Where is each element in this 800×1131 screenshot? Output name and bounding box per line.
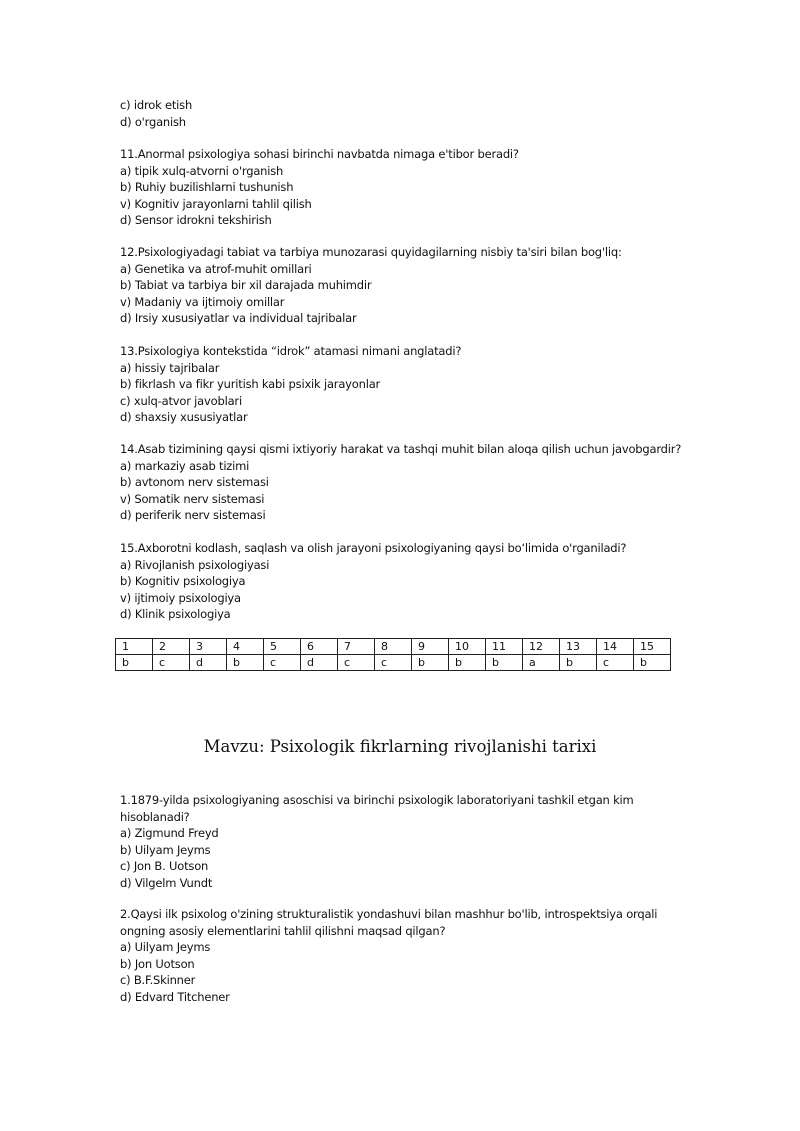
option-d: d) shaxsiy xususiyatlar — [120, 410, 248, 424]
section-title: Mavzu: Psixologik fikrlarning rivojlanishi tarixi — [203, 737, 597, 756]
question-text-line: ongning asosiy elementlarini tahlil qilishni maqsad qilgan? — [120, 923, 446, 938]
question-number-cell: 15 — [634, 639, 671, 655]
option-a: a) Rivojlanish psixologiyasi — [120, 557, 270, 572]
answer-cell: c — [375, 655, 412, 671]
answer-cell: b — [486, 655, 523, 671]
answer-cell: b — [634, 655, 671, 671]
question-text: 13.Psixologiya kontekstida “idrok” atamasi nimani anglatadi? — [120, 344, 462, 358]
question-text-line: 2.Qaysi ilk psixolog o'zining strukturalistik yondashuvi bilan mashhur bo'lib, introspektsiya orqali — [120, 907, 658, 921]
option-v: v) Madaniy va ijtimoiy omillar — [120, 294, 285, 309]
answer-cell: c — [338, 655, 375, 671]
question-number-cell: 1 — [116, 639, 153, 655]
option-a: a) markaziy asab tizimi — [120, 458, 250, 473]
answer-cell: b — [227, 655, 264, 671]
option-d: d) o'rganish — [120, 114, 186, 129]
question-number-cell: 7 — [338, 639, 375, 655]
option-b: b) Tabiat va tarbiya bir xil darajada muhimdir — [120, 278, 372, 292]
question-number-cell: 9 — [412, 639, 449, 655]
answer-cell: d — [301, 655, 338, 671]
option-b: b) Uilyam Jeyms — [120, 842, 211, 857]
option-v: v) Kognitiv jarayonlarni tahlil qilish — [120, 196, 312, 211]
option-a: a) hissiy tajribalar — [120, 360, 220, 375]
option-v: v) Somatik nerv sistemasi — [120, 491, 265, 506]
question-number-cell: 5 — [264, 639, 301, 655]
option-c: c) xulq-atvor javoblari — [120, 393, 242, 408]
answer-key-table — [115, 638, 671, 671]
answer-cell: c — [153, 655, 190, 671]
option-c: c) Jon B. Uotson — [120, 859, 209, 873]
question-number-cell: 6 — [301, 639, 338, 655]
option-b: b) avtonom nerv sistemasi — [120, 475, 269, 489]
answer-cell: b — [412, 655, 449, 671]
question-number-cell: 10 — [449, 639, 486, 655]
option-d: d) Klinik psixologiya — [120, 607, 231, 621]
question-11 — [120, 146, 680, 229]
question-number-cell: 3 — [190, 639, 227, 655]
answer-cell: c — [264, 655, 301, 671]
answer-key-numbers-row — [116, 639, 671, 655]
answer-cell: b — [449, 655, 486, 671]
question-number-cell: 14 — [597, 639, 634, 655]
question-10-tail — [120, 97, 680, 130]
option-d: d) Vilgelm Vundt — [120, 875, 213, 890]
option-a: a) Uilyam Jeyms — [120, 940, 211, 954]
question-text-line: 1.1879-yilda psixologiyaning asoschisi va birinchi psixologik laboratoriyani tashkil etgan kim — [120, 793, 634, 807]
question-number-cell: 13 — [560, 639, 597, 655]
question-text: 11.Anormal psixologiya sohasi birinchi navbatda nimaga e'tibor beradi? — [120, 147, 519, 161]
answer-cell: a — [523, 655, 560, 671]
history-question-2 — [120, 906, 680, 1005]
answer-cell: b — [116, 655, 153, 671]
answer-cell: c — [597, 655, 634, 671]
option-b: b) fikrlash va fikr yuritish kabi psixik jarayonlar — [120, 377, 381, 391]
answer-key-answers-row — [116, 655, 671, 671]
option-a: a) tipik xulq-atvorni o'rganish — [120, 163, 284, 178]
option-d: d) Sensor idrokni tekshirish — [120, 213, 272, 227]
option-b: b) Kognitiv psixologiya — [120, 574, 246, 588]
option-v: v) ijtimoiy psixologiya — [120, 590, 241, 605]
answer-cell: d — [190, 655, 227, 671]
option-a: a) Genetika va atrof-muhit omillari — [120, 261, 312, 276]
question-text: 14.Asab tizimining qaysi qismi ixtiyoriy harakat va tashqi muhit bilan aloqa qilish uchun javobgardir? — [120, 442, 682, 456]
answer-cell: b — [560, 655, 597, 671]
question-15 — [120, 540, 680, 623]
option-b: b) Jon Uotson — [120, 956, 195, 971]
question-number-cell: 2 — [153, 639, 190, 655]
option-b: b) Ruhiy buzilishlarni tushunish — [120, 180, 294, 194]
question-number-cell: 8 — [375, 639, 412, 655]
option-d: d) Edvard Titchener — [120, 989, 230, 1004]
question-number-cell: 11 — [486, 639, 523, 655]
question-text-line: hisoblanadi? — [120, 809, 190, 824]
option-d: d) Irsiy xususiyatlar va individual tajribalar — [120, 311, 357, 325]
history-question-1 — [120, 792, 680, 891]
question-text: 12.Psixologiyadagi tabiat va tarbiya munozarasi quyidagilarning nisbiy ta'siri bilan bog'liq: — [120, 245, 622, 259]
question-13 — [120, 343, 680, 426]
question-text: 15.Axborotni kodlash, saqlash va olish jarayoni psixologiyaning qaysi bo‘limida o'rganiladi? — [120, 541, 627, 555]
question-14 — [120, 441, 680, 524]
question-number-cell: 4 — [227, 639, 264, 655]
option-c: c) B.F.Skinner — [120, 973, 196, 987]
question-number-cell: 12 — [523, 639, 560, 655]
question-12 — [120, 244, 680, 327]
option-c: c) idrok etish — [120, 98, 193, 112]
option-d: d) periferik nerv sistemasi — [120, 508, 266, 522]
option-a: a) Zigmund Freyd — [120, 826, 219, 840]
